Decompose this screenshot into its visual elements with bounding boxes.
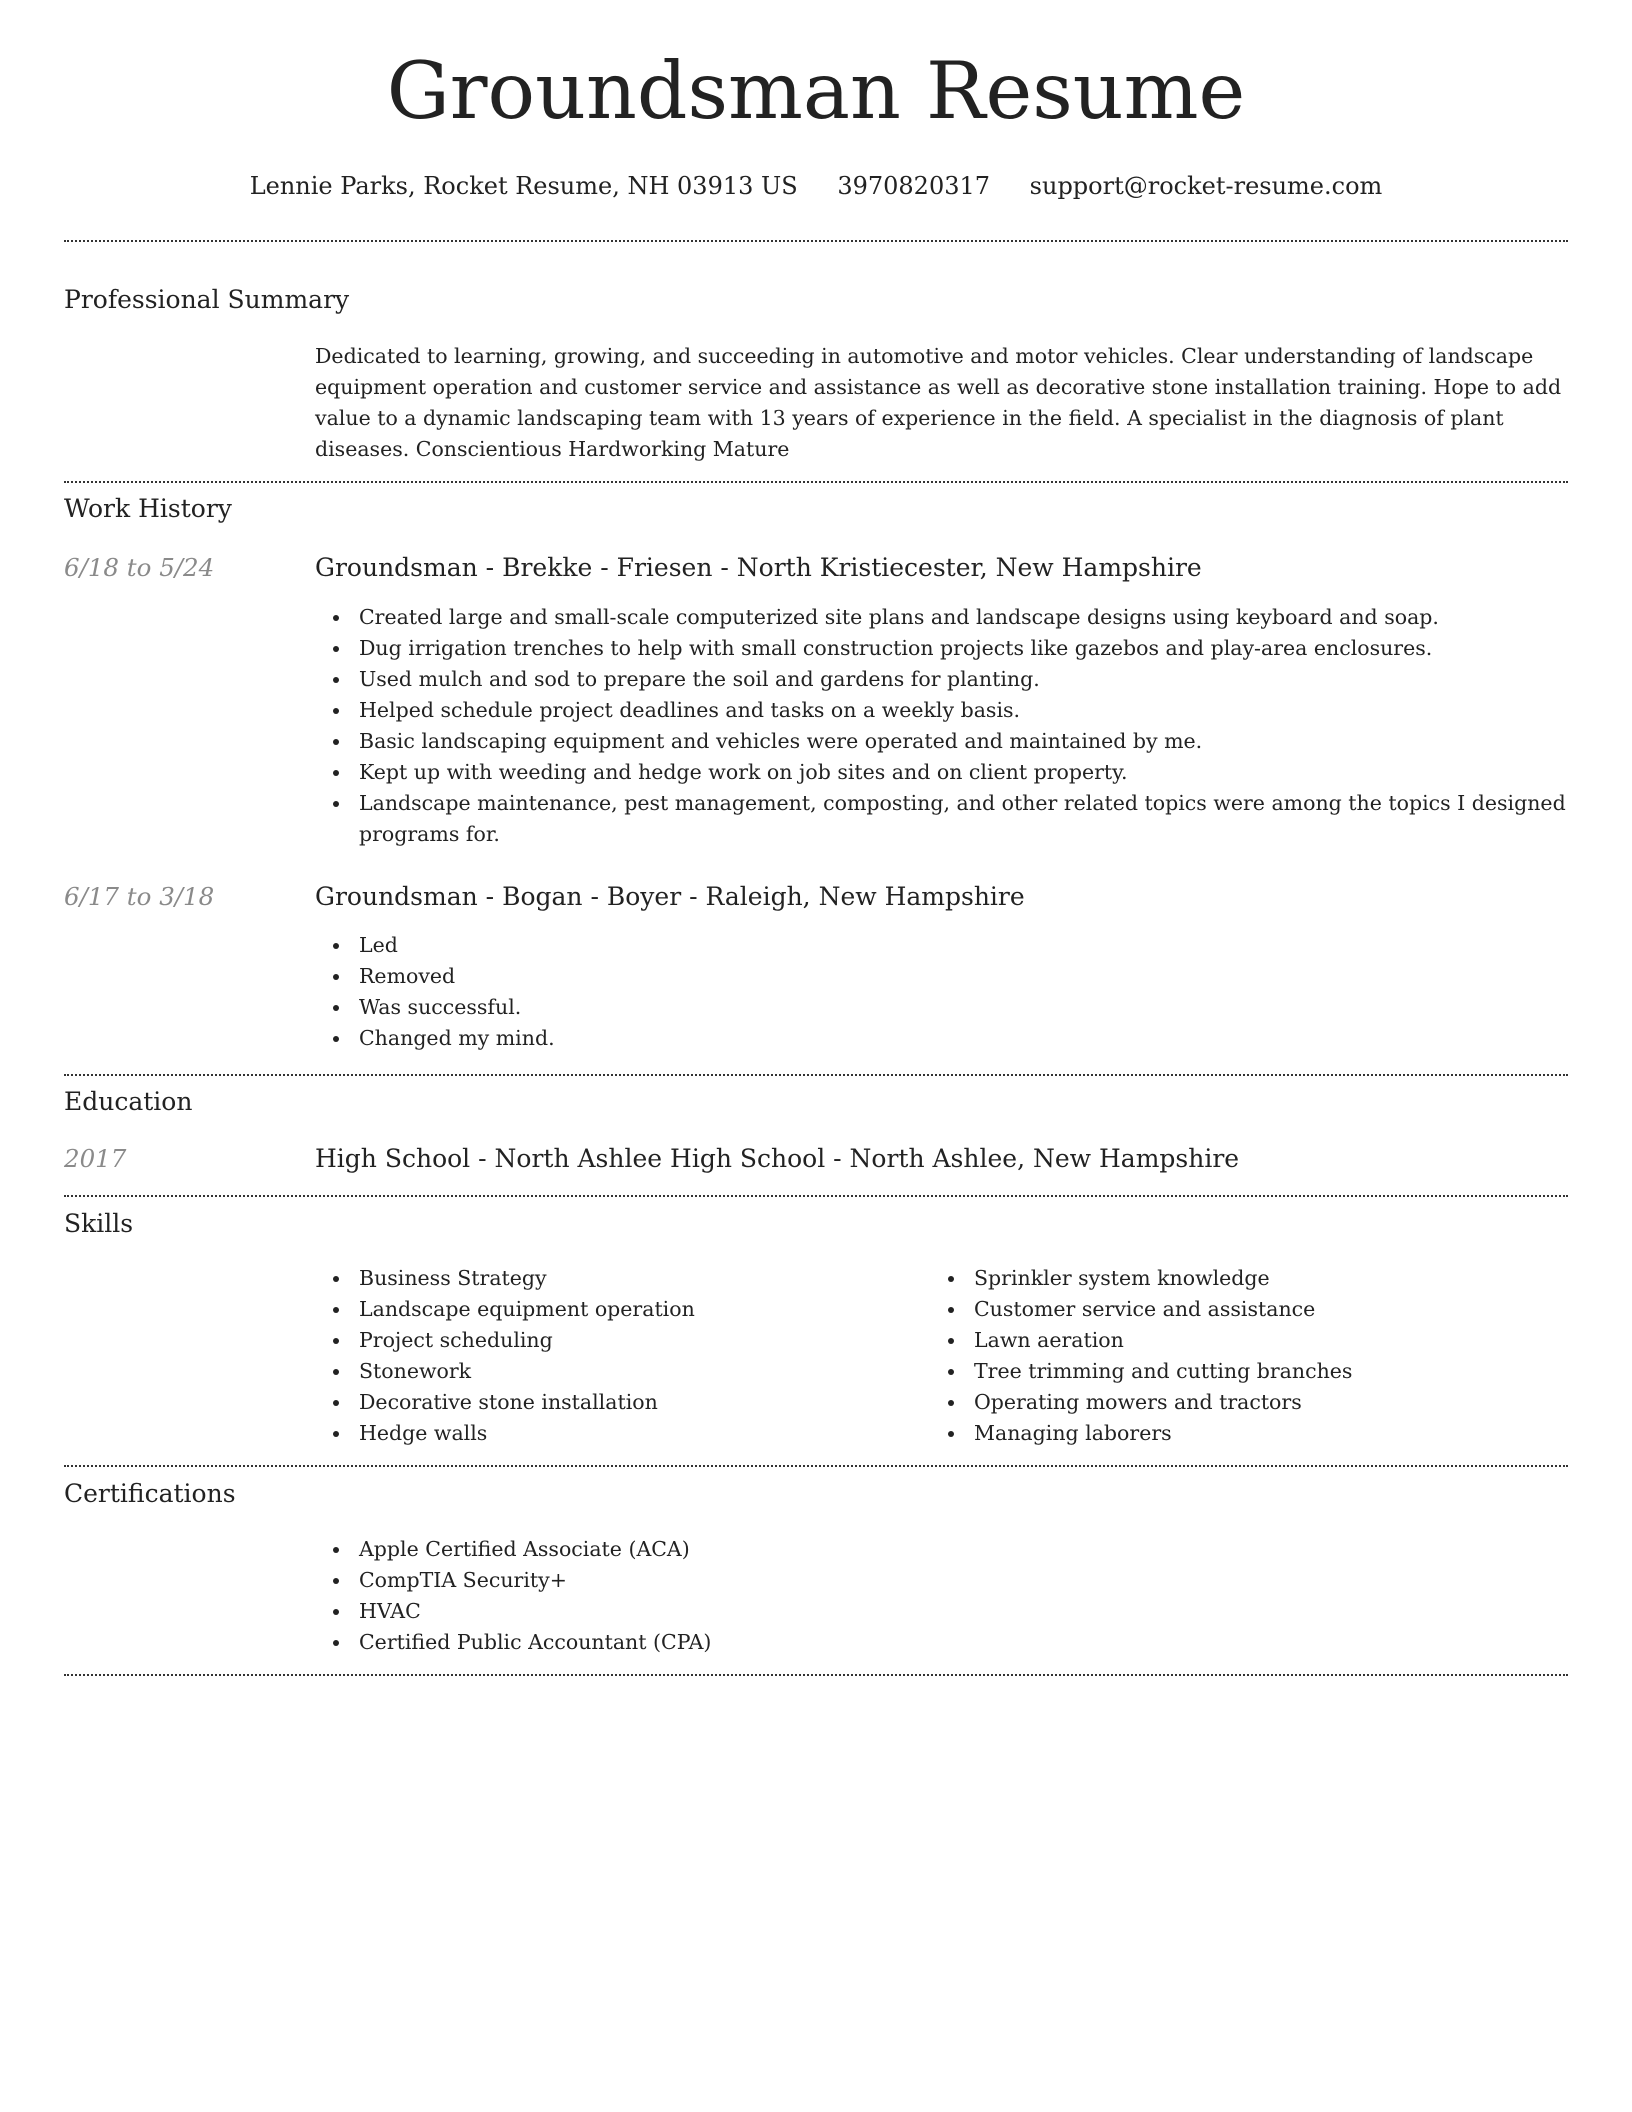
- list-item: Kept up with weeding and hedge work on job sites and on client property.: [315, 757, 1568, 788]
- contact-address: Lennie Parks, Rocket Resume, NH 03913 US: [249, 172, 798, 200]
- skill-item: Stonework: [315, 1356, 915, 1387]
- job-details: - Bogan - Boyer - Raleigh, New Hampshire: [477, 882, 1025, 911]
- resume-title: Groundsman Resume: [386, 45, 1246, 137]
- job-heading: [315, 553, 1202, 582]
- skill-item: Operating mowers and tractors: [930, 1387, 1530, 1418]
- skills-list-right: [930, 1263, 1530, 1449]
- skill-item: Sprinkler system knowledge: [930, 1263, 1530, 1294]
- contact-email: support@rocket-resume.com: [1029, 172, 1383, 200]
- divider: [64, 481, 1568, 483]
- skill-item: Business Strategy: [315, 1263, 915, 1294]
- divider: [64, 1674, 1568, 1676]
- certification-item: CompTIA Security+: [315, 1565, 1568, 1596]
- job-title: Groundsman: [315, 882, 478, 911]
- list-item: Changed my mind.: [315, 1023, 1568, 1054]
- divider: [64, 240, 1568, 242]
- certification-item: Certified Public Accountant (CPA): [315, 1627, 1568, 1658]
- skill-item: Landscape equipment operation: [315, 1294, 915, 1325]
- job-bullets: [315, 602, 1568, 850]
- divider: [64, 1195, 1568, 1197]
- skill-item: Decorative stone installation: [315, 1387, 915, 1418]
- certification-item: HVAC: [315, 1596, 1568, 1627]
- certifications-list: [315, 1534, 1568, 1658]
- education-degree: High School: [315, 1144, 471, 1173]
- job-dates: 6/17 to 3/18: [64, 882, 215, 911]
- education-year: 2017: [64, 1144, 127, 1173]
- skills-list-left: [315, 1263, 915, 1449]
- list-item: Dug irrigation trenches to help with small construction projects like gazebos and play-area enclosures.: [315, 633, 1568, 664]
- section-heading-education: Education: [64, 1087, 193, 1116]
- skill-item: Tree trimming and cutting branches: [930, 1356, 1530, 1387]
- list-item: Created large and small-scale computerized site plans and landscape designs using keyboard and soap.: [315, 602, 1568, 633]
- list-item: Basic landscaping equipment and vehicles were operated and maintained by me.: [315, 726, 1568, 757]
- education-details: - North Ashlee High School - North Ashlee, New Hampshire: [470, 1144, 1240, 1173]
- section-heading-summary: Professional Summary: [64, 285, 350, 314]
- skill-item: Lawn aeration: [930, 1325, 1530, 1356]
- list-item: Landscape maintenance, pest management, composting, and other related topics were among the topics I designed programs for.: [315, 788, 1568, 850]
- list-item: Removed: [315, 961, 1568, 992]
- list-item: Was successful.: [315, 992, 1568, 1023]
- divider: [64, 1074, 1568, 1076]
- list-item: Helped schedule project deadlines and tasks on a weekly basis.: [315, 695, 1568, 726]
- list-item: Used mulch and sod to prepare the soil and gardens for planting.: [315, 664, 1568, 695]
- skill-item: Project scheduling: [315, 1325, 915, 1356]
- list-item: Led: [315, 930, 1568, 961]
- job-heading: [315, 882, 1025, 911]
- skill-item: Managing laborers: [930, 1418, 1530, 1449]
- contact-phone: 3970820317: [837, 172, 991, 200]
- section-heading-certifications: Certifications: [64, 1479, 236, 1508]
- section-heading-skills: Skills: [64, 1209, 134, 1238]
- certification-item: Apple Certified Associate (ACA): [315, 1534, 1568, 1565]
- job-title: Groundsman: [315, 553, 478, 582]
- divider: [64, 1465, 1568, 1467]
- job-dates: 6/18 to 5/24: [64, 553, 215, 582]
- contact-line: [64, 172, 1568, 200]
- skill-item: Hedge walls: [315, 1418, 915, 1449]
- education-heading: [315, 1144, 1239, 1173]
- section-heading-work-history: Work History: [64, 494, 232, 523]
- job-details: - Brekke - Friesen - North Kristiecester, New Hampshire: [477, 553, 1202, 582]
- skill-item: Customer service and assistance: [930, 1294, 1530, 1325]
- summary-text: Dedicated to learning, growing, and succeeding in automotive and motor vehicles. Clear understanding of landscape equipment operation and customer service and assistance as well as decorative stone installation training. Hope to add value to a dynamic landscaping team with 13 years of experience in the field. A specialist in the diagnosis of plant diseases. Conscientious Hardworking Mature: [315, 344, 1562, 461]
- job-bullets: [315, 930, 1568, 1054]
